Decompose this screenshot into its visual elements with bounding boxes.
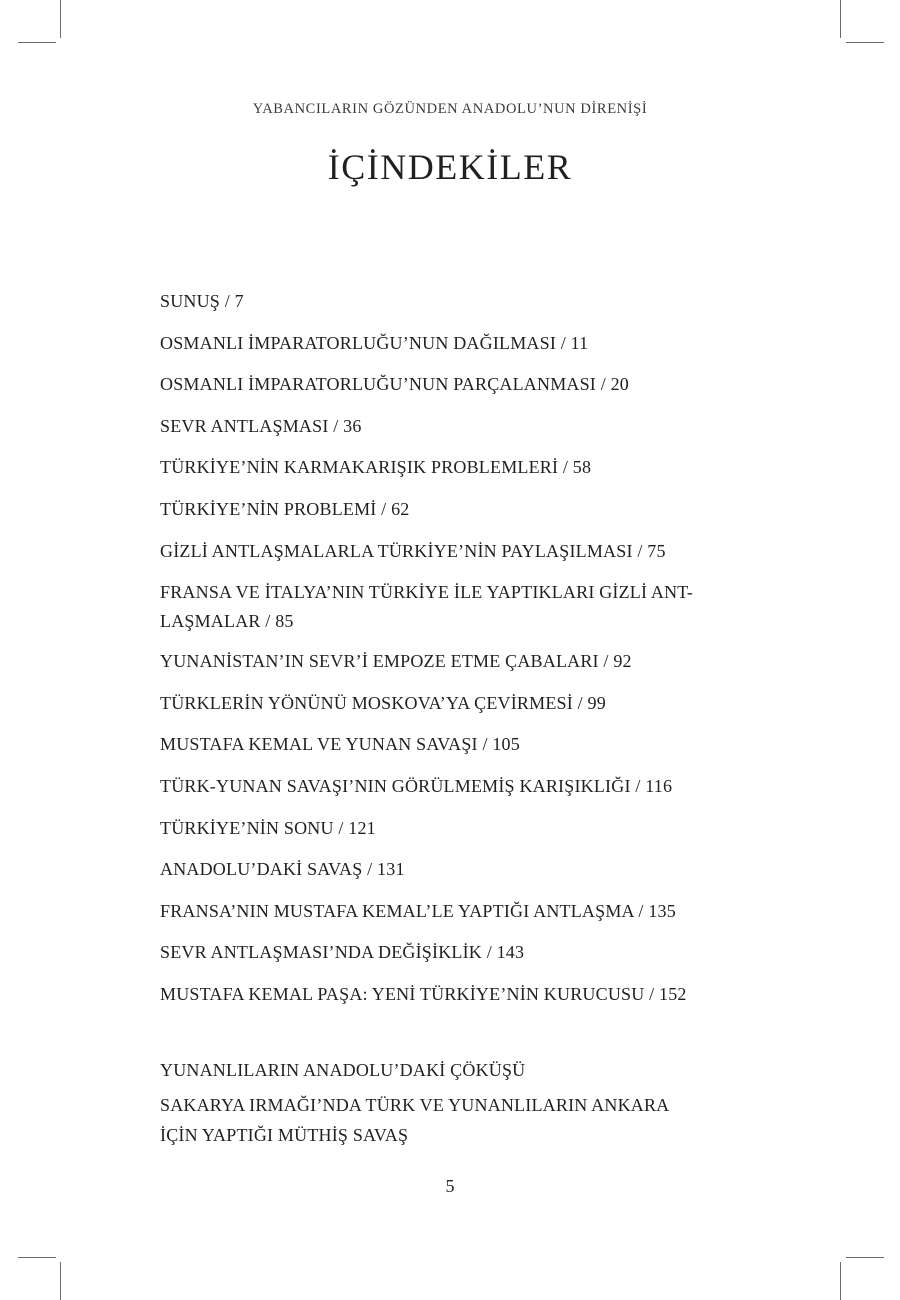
toc-entry: FRANSA’NIN MUSTAFA KEMAL’LE YAPTIĞI ANTLAŞMA / 135 xyxy=(160,900,676,921)
toc-entry: YUNANİSTAN’IN SEVR’İ EMPOZE ETME ÇABALARI / 92 xyxy=(160,651,632,672)
page-title: İÇİNDEKİLER xyxy=(327,147,573,187)
running-head: YABANCILARIN GÖZÜNDEN ANADOLU’NUN DİRENİŞİ xyxy=(252,101,648,117)
table-of-contents xyxy=(160,287,745,1022)
crop-mark-bottom-left-vertical xyxy=(60,1262,61,1300)
section-subheading-line-1: SAKARYA IRMAĞI’NDA TÜRK VE YUNANLILARIN ANKARA xyxy=(160,1095,670,1115)
crop-mark-top-left-horizontal xyxy=(18,42,56,43)
crop-mark-top-right-vertical xyxy=(840,0,841,38)
toc-entry: ANADOLU’DAKİ SAVAŞ / 131 xyxy=(160,859,405,880)
toc-entry: OSMANLI İMPARATORLUĞU’NUN DAĞILMASI / 11 xyxy=(160,332,589,353)
toc-entry: OSMANLI İMPARATORLUĞU’NUN PARÇALANMASI / 20 xyxy=(160,374,629,395)
crop-mark-top-right-horizontal xyxy=(846,42,884,43)
toc-entry: SUNUŞ / 7 xyxy=(160,291,244,311)
toc-entry: MUSTAFA KEMAL VE YUNAN SAVAŞI / 105 xyxy=(160,734,520,755)
toc-entry: FRANSA VE İTALYA’NIN TÜRKİYE İLE YAPTIKLARI GİZLİ ANT-LAŞMALAR / 85 xyxy=(160,582,694,632)
crop-mark-bottom-right-vertical xyxy=(840,1262,841,1300)
toc-entry: GİZLİ ANTLAŞMALARLA TÜRKİYE’NİN PAYLAŞILMASI / 75 xyxy=(160,540,666,561)
section-heading: YUNANLILARIN ANADOLU’DAKİ ÇÖKÜŞÜ xyxy=(160,1060,526,1080)
toc-entry: TÜRKİYE’NİN SONU / 121 xyxy=(160,817,376,838)
crop-mark-bottom-right-horizontal xyxy=(846,1257,884,1258)
toc-entry: TÜRK-YUNAN SAVAŞI’NIN GÖRÜLMEMİŞ KARIŞIKLIĞI / 116 xyxy=(160,775,673,796)
crop-mark-bottom-left-horizontal xyxy=(18,1257,56,1258)
toc-entry: TÜRKLERİN YÖNÜNÜ MOSKOVA’YA ÇEVİRMESİ / 99 xyxy=(160,692,606,713)
crop-mark-top-left-vertical xyxy=(60,0,61,38)
section-subheading-line-2: İÇİN YAPTIĞI MÜTHİŞ SAVAŞ xyxy=(160,1125,409,1145)
toc-entry: TÜRKİYE’NİN KARMAKARIŞIK PROBLEMLERİ / 58 xyxy=(160,457,592,478)
page-number: 5 xyxy=(445,1176,455,1196)
section-block xyxy=(160,1055,745,1150)
toc-entry: SEVR ANTLAŞMASI / 36 xyxy=(160,415,362,436)
toc-entry: MUSTAFA KEMAL PAŞA: YENİ TÜRKİYE’NİN KURUCUSU / 152 xyxy=(160,983,687,1004)
toc-entry: SEVR ANTLAŞMASI’NDA DEĞİŞİKLİK / 143 xyxy=(160,942,525,963)
toc-entry: TÜRKİYE’NİN PROBLEMİ / 62 xyxy=(160,498,410,519)
